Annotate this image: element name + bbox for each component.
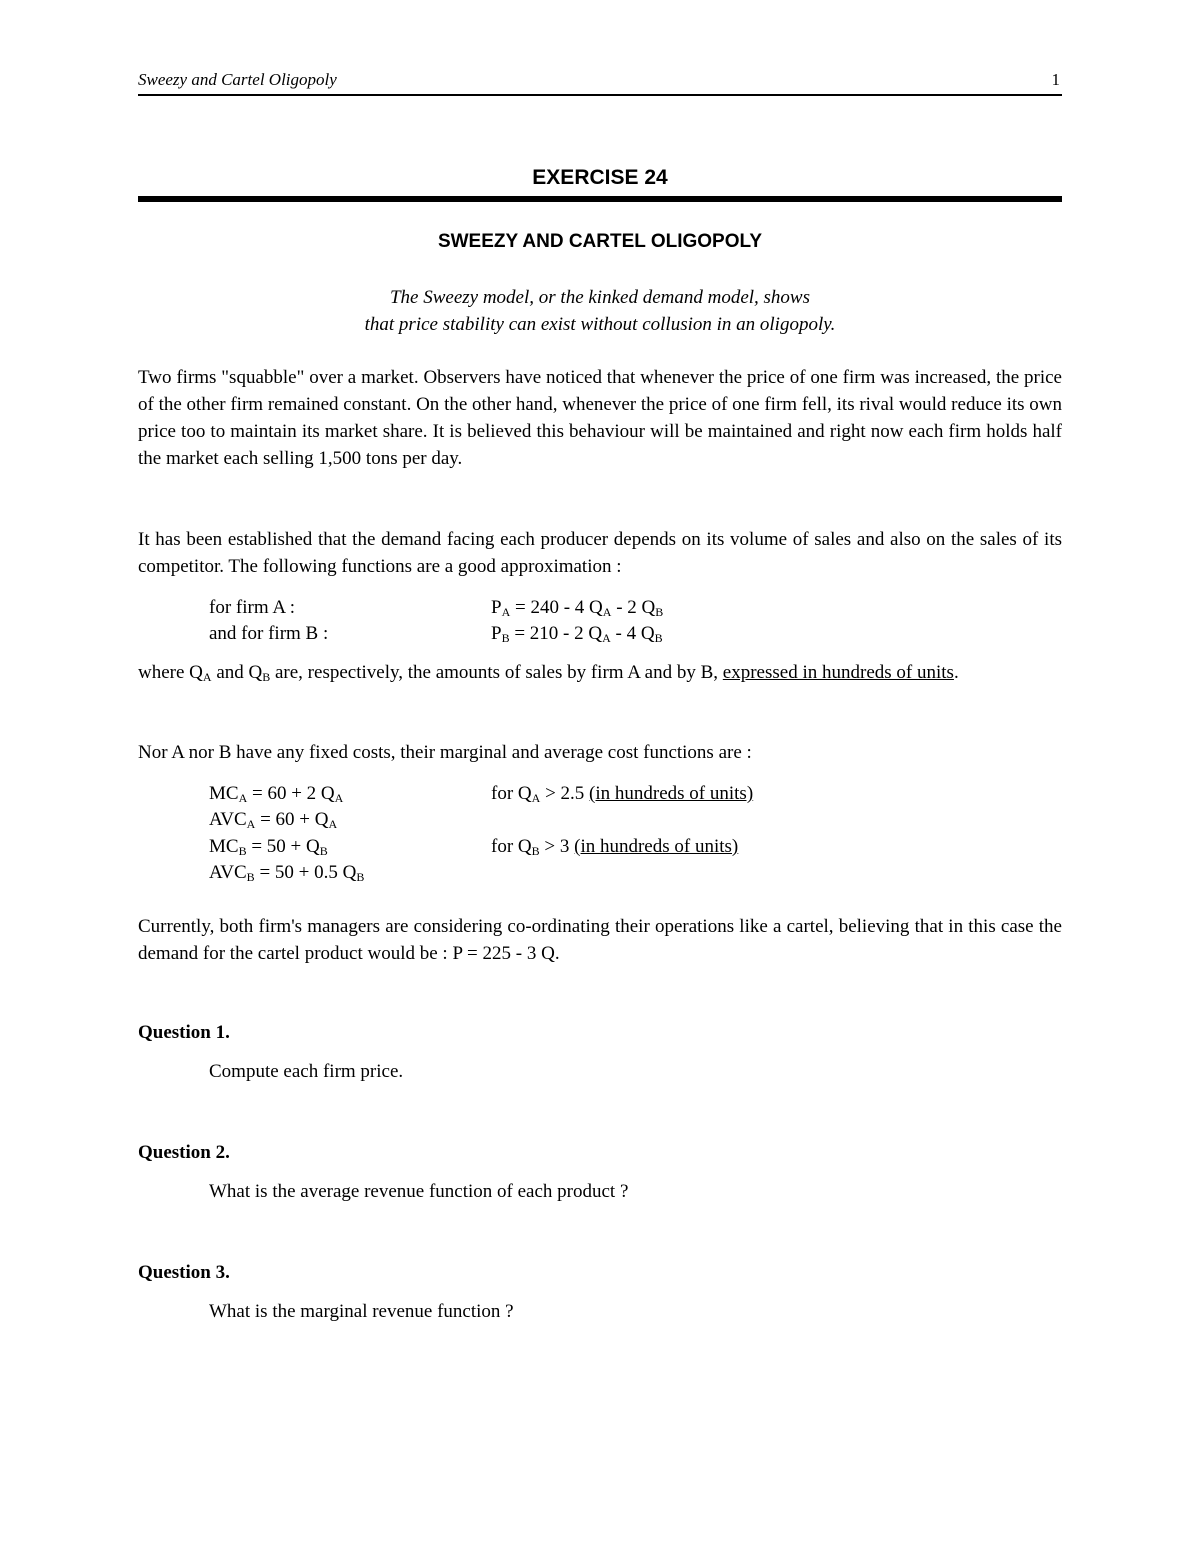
demand-equation-b: $P_B = 210 - 2$ $Q_A - 4$ $Q_B$ [491, 623, 663, 645]
intro-line-1: The Sweezy model, or the kinked demand model, shows [389, 287, 811, 308]
question-3-label: Question 3. [138, 1262, 230, 1283]
question-2-label: Question 2. [138, 1142, 230, 1163]
condition-a: for $Q_A > 2.5$ (in hundreds of units) [491, 783, 754, 805]
demand-equation-a: $P_A = 240 - 4$ $Q_A - 2$ $Q_B$ [491, 597, 664, 619]
paragraph-demand-intro: It has been established that the demand facing each producer depends on its volume of sales and also on the sales of its competitor. The following functions are a good approximation : [138, 529, 1062, 577]
question-1-label: Question 1. [138, 1022, 230, 1043]
paragraph-costs-intro: Nor A nor B have any fixed costs, their marginal and average cost functions are : [138, 742, 752, 763]
intro-line-2: that price stability can exist without collusion in an oligopoly. [364, 314, 836, 335]
avc-a-equation: $AVC_A = 60 + Q_A$ [209, 809, 338, 831]
title-divider [138, 196, 1062, 202]
running-header [138, 70, 1062, 96]
question-2-text: What is the average revenue function of each product ? [209, 1181, 629, 1202]
intro-quote [138, 284, 1062, 338]
firm-b-label: and for firm B : [209, 623, 329, 644]
condition-b: for $Q_B > 3$ (in hundreds of units) [491, 836, 739, 858]
paragraph-cartel: Currently, both firm's managers are considering co-ordinating their operations like a cartel, believing that in this case the demand for the cartel product would be : P = 225 - 3 Q. [138, 916, 1062, 964]
page-number: 1 [1051, 70, 1060, 89]
paragraph-market: Two firms "squabble" over a market. Observers have noticed that whenever the price of one firm was increased, the price of the other firm remained constant. On the other hand, whenever the price of one firm fell, its rival would reduce its own price too to maintain its market share. It is believed this behaviour will be maintained and right now each firm holds half the market each selling 1,500 tons per day. [138, 367, 1062, 469]
page-subtitle: SWEEZY AND CARTEL OLIGOPOLY [437, 231, 763, 252]
question-3-text: What is the marginal revenue function ? [209, 1301, 514, 1322]
exercise-title: EXERCISE 24 [532, 166, 668, 189]
firm-a-label: for firm A : [209, 597, 296, 618]
paragraph-units: where $Q_A$ and $Q_B$ are, respectively, the amounts of sales by firm A and by B, expressed in hundreds of units. [138, 662, 959, 684]
mc-b-equation: $MC_B = 50 + Q_B$ [209, 836, 328, 858]
units-note: expressed in hundreds of units [722, 662, 954, 683]
running-title: Sweezy and Cartel Oligopoly [138, 70, 337, 89]
avc-b-equation: $AVC_B = 50 + 0.5$ $Q_B$ [209, 862, 365, 884]
question-1-text: Compute each firm price. [209, 1061, 404, 1082]
mc-a-equation: $MC_A = 60 + 2$ $Q_A$ [209, 783, 344, 805]
